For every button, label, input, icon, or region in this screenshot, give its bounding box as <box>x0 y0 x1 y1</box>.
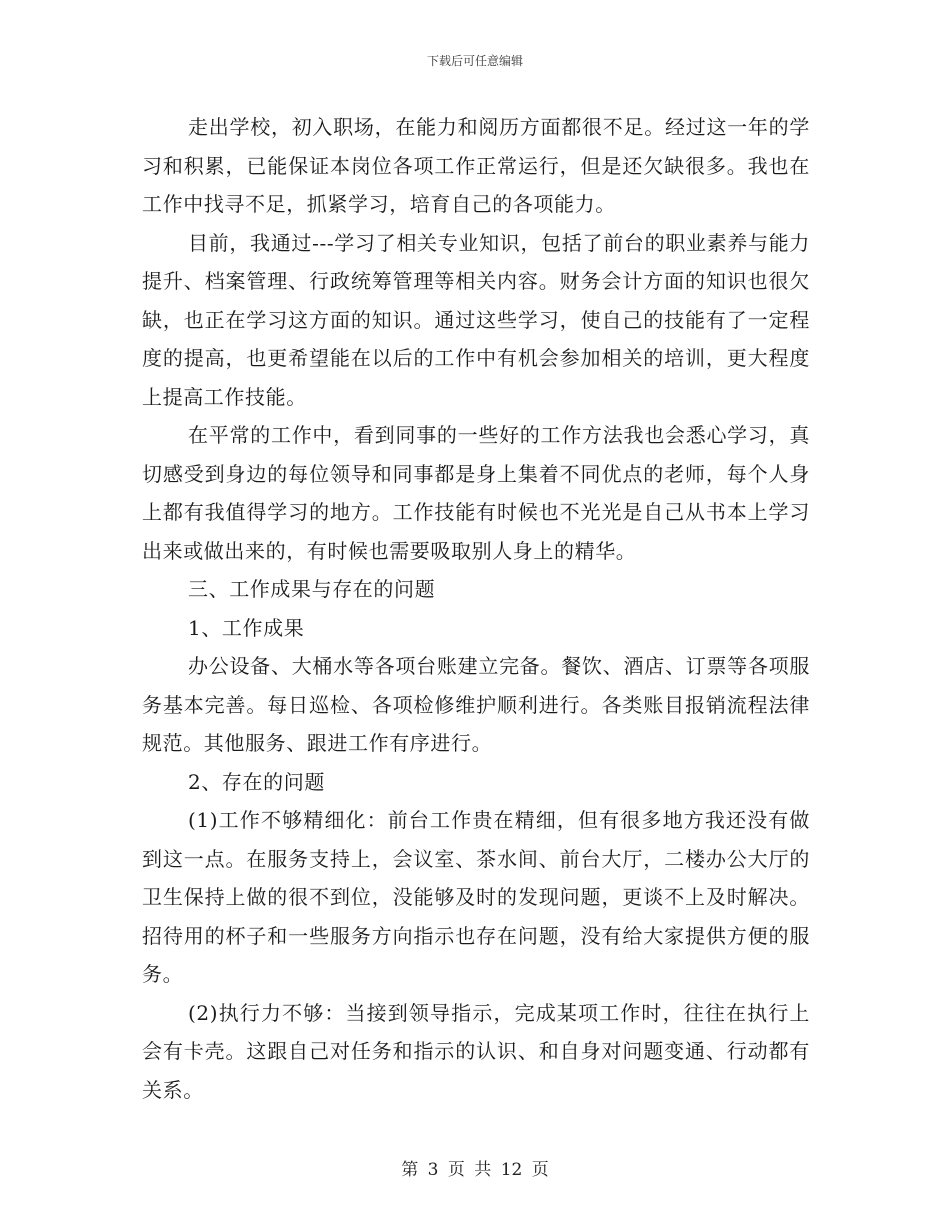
page-header: 下载后可任意编辑 <box>426 54 523 68</box>
paragraph-intro: 走出学校，初入职场，在能力和阅历方面都很不足。经过这一年的学习和积累，已能保证本岗位各项工作正常运行，但是还欠缺很多。我也在工作中找寻不足，抓紧学习，培育自己的各项能力。 <box>142 115 810 216</box>
subheading-work-results: 1、工作成果 <box>188 615 305 640</box>
section-heading-results-and-problems: 三、工作成果与存在的问题 <box>188 577 436 601</box>
page-footer: 第 3 页 共 12 页 <box>401 1160 549 1180</box>
paragraph-study: 目前，我通过---学习了相关专业知识，包括了前台的职业素养与能力提升、档案管理、行政统筹管理等相关内容。财务会计方面的知识也很欠缺，也正在学习这方面的知识。通过这些学习，使自己的技能有了一定程度的提高，也更希望能在以后的工作中有机会参加相关的培训，更大程度上提高工作技能。 <box>142 230 810 409</box>
subheading-existing-problems: 2、存在的问题 <box>188 769 325 794</box>
paragraph-learning-from-colleagues: 在平常的工作中，看到同事的一些好的工作方法我也会悉心学习，真切感受到身边的每位领导和同事都是身上集着不同优点的老师，每个人身上都有我值得学习的地方。工作技能有时候也不光光是自己从书本上学习出来或做出来的，有时候也需要吸取别人身上的精华。 <box>142 423 810 563</box>
document-body <box>142 108 810 1109</box>
paragraph-problem-2: (2)执行力不够：当接到领导指示，完成某项工作时，往往在执行上会有卡壳。这跟自己对任务和指示的认识、和自身对问题变通、行动都有关系。 <box>142 1000 810 1102</box>
paragraph-work-results: 办公设备、大桶水等各项台账建立完备。餐饮、酒店、订票等各项服务基本完善。每日巡检、各项检修维护顺利进行。各类账目报销流程法律规范。其他服务、跟进工作有序进行。 <box>142 654 810 755</box>
paragraph-problem-1: (1)工作不够精细化：前台工作贵在精细，但有很多地方我还没有做到这一点。在服务支持上，会议室、茶水间、前台大厅，二楼办公大厅的卫生保持上做的很不到位，没能够及时的发现问题，更谈不上及时解决。招待用的杯子和一些服务方向指示也存在问题，没有给大家提供方便的服务。 <box>142 808 810 986</box>
